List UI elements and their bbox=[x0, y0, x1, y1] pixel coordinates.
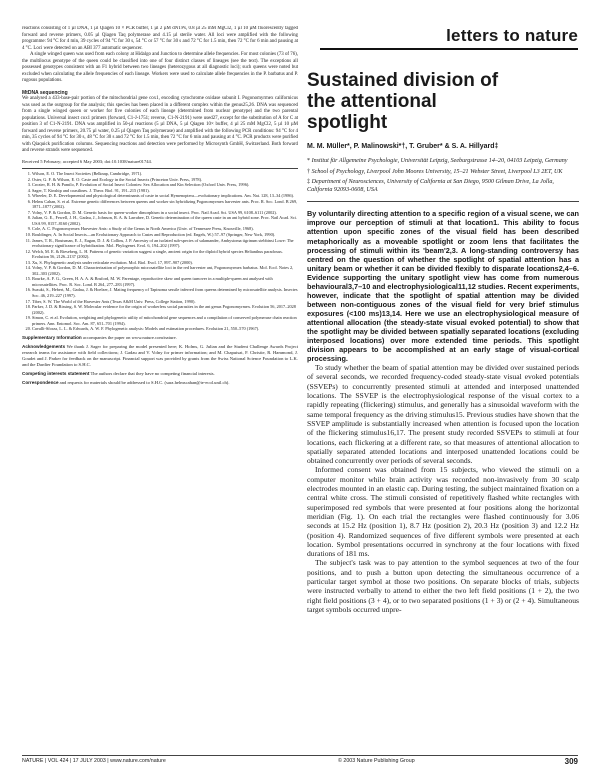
methods-paragraph-1: reactions consisting of 1 µl DNA, 1 µl Qiagen 10 × PCR buffer, 1 µl 2 µM dNTPs, 0.8 µl 25 mM MgCl2, 1 µl 10 µM fluorescently tagged forward and reverse primers, 0.05 µl Qiagen Taq polymerase and 4.15 µl sterile water. All loci were amplified with the following programme: 94 °C for 4 min, 39 cycles of 94 °C for 30 s, 54 °C or 57 °C for 30 s and 72 °C for 1.5 min, then 72 °C for 6 min and pausing at 4 °C. Loci were detected on an ABI 377 automatic sequencer. bbox=[22, 26, 298, 51]
page-footer bbox=[22, 758, 578, 768]
left-column bbox=[22, 26, 298, 387]
supplementary-text: accompanies the paper on www.nature.com/nature. bbox=[82, 334, 177, 340]
reference-item: 17. Tiber, S. W. The World of the Harvester Ants (Texas A&M Univ. Press, College Station, 1990). bbox=[32, 299, 298, 305]
reference-item: 18. Parker, J. D. & Rissing, S. W. Molecular evidence for the origin of workerless social parasites in the ant genus Pogonomyrmex. Evolution 56, 2017–2028 (2002). bbox=[32, 304, 298, 315]
reference-item: 15. Bourke, A. F. G., Green, H. A. A. & Bruford, M. W. Parentage, reproductive skew and queen turnover in a multiple-queen ant analysed with microsatellites. Proc. R. Soc. Lond. B 264, 277–283 (1997). bbox=[32, 276, 298, 287]
section-header: letters to nature bbox=[446, 26, 578, 45]
right-column bbox=[307, 58, 579, 614]
body-paragraph-3: The subject's task was to pay attention to the symbol sequences at two of the four positions, and to push a button upon detecting the simultaneous occurrence of a particular target symbol at those two positions. On separate blocks of trials, subjects were instructed verbally to attend to either the two left field positions (1 + 2), the two right field positions (3 + 4), or to two separated positions (1 + 3) or (2 + 4). Simultaneous target symbols occurred unpre- bbox=[307, 558, 579, 614]
competing-interests bbox=[22, 371, 298, 377]
body-paragraph-1: To study whether the beam of spatial attention may be divided over sustained periods of several seconds, we recorded frequency-coded steady-state visual evoked potentials (SSVEPs) to concurrently presented stimuli at attended and interposed unattended locations. The SSVEP is the electrophysiological response of the visual cortex to a rapidly repeating (flickering) stimulus, and generally has a sinusoidal waveform with the same temporal frequency as the driving stimulus15. Previous studies have shown that the SSVEP amplitude is substantially increased when attention is focused upon the location of the flickering stimulus16,17. The present study recorded SSVEPs to stimuli at four locations, each flickering at a different rate, so that measures of attentional allocation to spatially separated attended locations and interposed unattended locations could be obtained concurrently over periods of several seconds. bbox=[307, 363, 579, 466]
acknowledgements bbox=[22, 344, 298, 368]
corr-label: Correspondence bbox=[22, 380, 59, 386]
reference-item: 3. Crozier, R. H. & Pamilo, P. Evolution of Social Insect Colonies: Sex Allocation and Kin Selection (Oxford Univ. Press, 1996). bbox=[32, 182, 298, 188]
ack-label: Acknowledgements bbox=[22, 343, 66, 349]
supplementary-label: Supplementary Information bbox=[22, 334, 82, 340]
reference-item: 7. Volny, V. P. & Gordon, D. M. Genetic basis for queen-worker dimorphism in a social insect. Proc. Natl Acad. Sci. USA 99, 6108–6111 (2002). bbox=[32, 210, 298, 216]
reference-item: 14. Volny, V. P. & Gordon, D. M. Characterization of polymorphic microsatellite loci in the red harvester ant, Pogonomyrmex barbatus. Mol. Ecol. Notes 2, 302–303 (2002). bbox=[32, 265, 298, 276]
reference-item: 8. Julian, G. E., Fewell, J. H., Gadau, J., Johnson, R. A. & Larrabee, D. Genetic determination of the queen caste in an ant hybrid zone. Proc. Natl Acad. Sci. USA 99, 8157–8160 (2002). bbox=[32, 215, 298, 226]
received-dates: Received 5 February; accepted 6 May 2003; doi:10.1038/nature01744. bbox=[22, 158, 152, 164]
reference-item: 12. Welch, M. E. & Rieseberg, L. H. Patterns of genetic variation suggest a single, ancient origin for the diploid hybrid species Helianthus paradoxus. Evolution 56, 2126–2137 (2002). bbox=[32, 249, 298, 260]
affiliation-1: * Institut für Allgemeine Psychologie, Universität Leipzig, Seeburgstrasse 14–20, 04103 Leipzig, Germany bbox=[307, 158, 568, 164]
reference-item: 1. Wilson, E. O. The Insect Societies (Belknap, Cambridge, 1971). bbox=[32, 171, 298, 177]
reference-item: 6. Helms Cahan, S. et al. Extreme genetic differences between queens and worker sin hybridizing Pogonomyrmex harvester ants. Proc. R. Soc. Lond. B 269, 1871–1877 (2002). bbox=[32, 199, 298, 210]
affiliation-2: † School of Psychology, Liverpool John Moores University, 15–21 Webster Street, Liverpool L3 2ET, UK bbox=[307, 168, 563, 175]
reference-item: 2. Oster, G. F. & Wilson, E. O. Caste and Ecology in the Social Insects (Princeton Univ. Press, 1978). bbox=[32, 177, 298, 183]
section-heading-mtdna: MtDNA sequencing bbox=[22, 89, 68, 96]
author-list: M. M. Müller*, P. Malinowski*†, T. Gruber* & S. A. Hillyard‡ bbox=[307, 143, 499, 150]
reference-item: 20. Cavalli-Sforza, L. L. & Edwards, A. W. F. Phylogenetic analysis: Models and estimation procedures. Evolution 21, 550–570 (1967). bbox=[32, 326, 298, 332]
divider bbox=[22, 168, 298, 169]
affiliation-3: ‡ Department of Neurosciences, University of California at San Diego, 9500 Gilman Drive, La Jolla, California 92093-0608, USA bbox=[307, 179, 554, 193]
page-number: 309 bbox=[564, 757, 578, 766]
ack-text: We thank J. Sager for preparing the model presented here; K. Holms, G. Julian and the Student Challenge Awards Project research teams for assistance with field collections; J. Gadau and V. Volny for primer information; and M. Chapuisat, F. Christie, R. Hammond, J. Goudet and J. Parker for feedback on the manuscript. Financial support was provided by grants from the Swiss National Science Foundation to L.K. and the Dardier Foundation to S.H.C. bbox=[22, 343, 298, 368]
reference-item: 13. Xu, S. Phylogenetic analysis under reticulate evolution. Mol. Biol. Evol. 17, 897–907 (2000). bbox=[32, 260, 298, 266]
journal-citation: NATURE | VOL 424 | 17 JULY 2003 | www.nature.com/nature bbox=[22, 758, 166, 764]
reference-item: 11. James, T. R., Boutsman, E. J., Eagan, D. J. & Collins, J. P. Ancestry of an isolated sub-species of salamander, Ambystoma tigrinum stebbinsi Lowe: The evolutionary significance of hybridization. Mol. Phylogenet. Evol. 6, 194–202 (1997). bbox=[32, 238, 298, 249]
methods-paragraph-2: A single winged queen was used from each colony at Hidalgo and Junction to determine allele frequencies. For most colonies (73 of 76), the multilocus genotype of the queen could be classified into one of four distinct classes of lineages (see the text). The exceptions all possessed genotypes consistent with an F1 hybrid between two lineages (heterozygous at all diagnostic loci); such queens were noted but excluded when calculating the allele frequencies of each lineage. Workers were used to calculate allele frequencies in the P. barbatus and P. rugosus populations. bbox=[22, 52, 298, 83]
reference-item: 5. Wheeler, D. E. Developmental and physiological determinants of caste in social Hymenoptera—evolutionary implications. Am. Nat. 128, 13–34 (1986). bbox=[32, 193, 298, 199]
reference-item: 16. Suzuki, S., Hebert, M., Gadau, J. & Hoelzer, J. Mating frequency of Tapinoma sessile inferred from queens determined by microsatellite analysis. Insectes Soc. 46, 219–227 (1997). bbox=[32, 287, 298, 298]
corr-text: and requests for materials should be addressed to S.H.C. (sara.helmscahan@ie-ecol.unil.ch). bbox=[59, 380, 230, 386]
ci-label: Competing interests statement bbox=[22, 371, 90, 377]
abstract: By voluntarily directing attention to a specific region of a visual scene, we can improve our perception of stimuli at that location1. This ability to focus attention upon specific zones of the visual field has been described metaphorically as a moveable spotlight or zoom lens that facilitates the processing of stimuli within its 'beam'2,3. A long-standing controversy has centred on the question of whether the spotlight of spatial attention has a unitary beam or whether it can be divided flexibly to disparate locations2,4–6. Evidence supporting the unitary spotlight view has come from numerous behavioural3,7–10 and electrophysiological11,12 studies. Recent experiments, however, indicate that the spotlight of spatial attention may be divided between non-contiguous zones of the visual field for very brief stimulus exposures (<100 ms)13,14. Here we use an electrophysiological measure of attentional allocation (the steady-state visual evoked potential) to show that the spotlight may be divided between spatially separated locations (excluding interposed locations) over more extended time periods. This spotlight division appears to be accomplished at an early stage of visual-cortical processing. bbox=[307, 209, 579, 364]
reference-item: 19. Simon, C. et al. Evolution, weighting and phylogenetic utility of mitochondrial gene sequences and a compilation of conserved polymerase chain reaction primers. Ann. Entomol. Soc. Am. 87, 651–701 (1994). bbox=[32, 315, 298, 326]
reference-item: 4. Sager, T. Kinship and coastlines. J. Theor. Biol. 91, 191–215 (1981). bbox=[32, 188, 298, 194]
copyright: © 2003 Nature Publishing Group bbox=[338, 758, 415, 764]
reference-list bbox=[22, 171, 298, 332]
mtdna-paragraph: We analysed a 433-base-pair portion of the mitochondrial gene cox1, encoding cytochrome oxidase subunit I. Pogonomyrmex californicus was used as the outgroup for the analysis; this species has been placed in a different complex within the genus25,26. DNA was sequenced from a single winged queen or worker for five colonies of each lineage (determined from nuclear genotype) and the two parental populations. Universal insect cox1 primers (forward, C1-J-1751; reverse, C1-N-2191) were used27, except for the substitution of A for C at position 3 of C1-N-2191. DNA was amplified in 50-µl reactions (5 µl DNA, 5 µl Qiagen 10× buffer, 4 µl 25 mM MgCl2, 5 µl 10 µM forward and reverse primers, 20.75 µl water, 0.25 µl Qiagen Taq polymerase) and amplified with the following PCR conditions: 94 °C for 4 min, 35 cycles of 94 °C for 30 s, 48 °C for 30 s and 72 °C for 1.5 min, then 72 °C for 6 min and pausing at 4 °C. PCR products were purified with Qiaquick purification columns. Sequencing reactions and detection were performed by Microsynth GmbH, Switzerland. Both forward and reverse strands were sequenced. bbox=[22, 96, 298, 153]
header-rule bbox=[320, 48, 578, 50]
reference-item: 10. Bouldinger, A. In Social Insects—an Evolutionary Approach to Castes and Reproduction (ed. Engels, W.) 57–97 (Springer, New York, 1990). bbox=[32, 232, 298, 238]
reference-item: 9. Cole, A. C. Pogonomyrmex Harvester Ants: a Study of the Genus in North America (Univ. of Tennessee Press, Knoxville, 1968). bbox=[32, 226, 298, 232]
divider bbox=[307, 201, 579, 202]
supplementary-note bbox=[22, 335, 298, 341]
correspondence bbox=[22, 380, 298, 386]
ci-text: The authors declare that they have no competing financial interests. bbox=[90, 371, 215, 377]
body-paragraph-2: Informed consent was obtained from 15 subjects, who viewed the stimuli on a computer monitor while brain activity was recorded non-invasively from 30 scalp electrodes mounted in an elastic cap. During testing, the subject maintained fixation on a central white cross. The stimuli consisted of repetitively flashed white rectangles with superimposed red symbols that were presented at four positions along the horizontal meridian (Fig. 1). On each trial the rectangles were flashed continuously for 3.06 seconds at 15.2 Hz (position 1), 8.7 Hz (position 2), 20.3 Hz (position 3) and 12.2 Hz (position 4). Randomized sequences of five different symbols were presented at each location. Symbol presentations occurred in synchrony at the four locations with fixed durations of 181 ms. bbox=[307, 465, 579, 559]
footer-rule bbox=[22, 755, 578, 756]
article-title: Sustained division of the attentional spotlight bbox=[307, 70, 499, 133]
